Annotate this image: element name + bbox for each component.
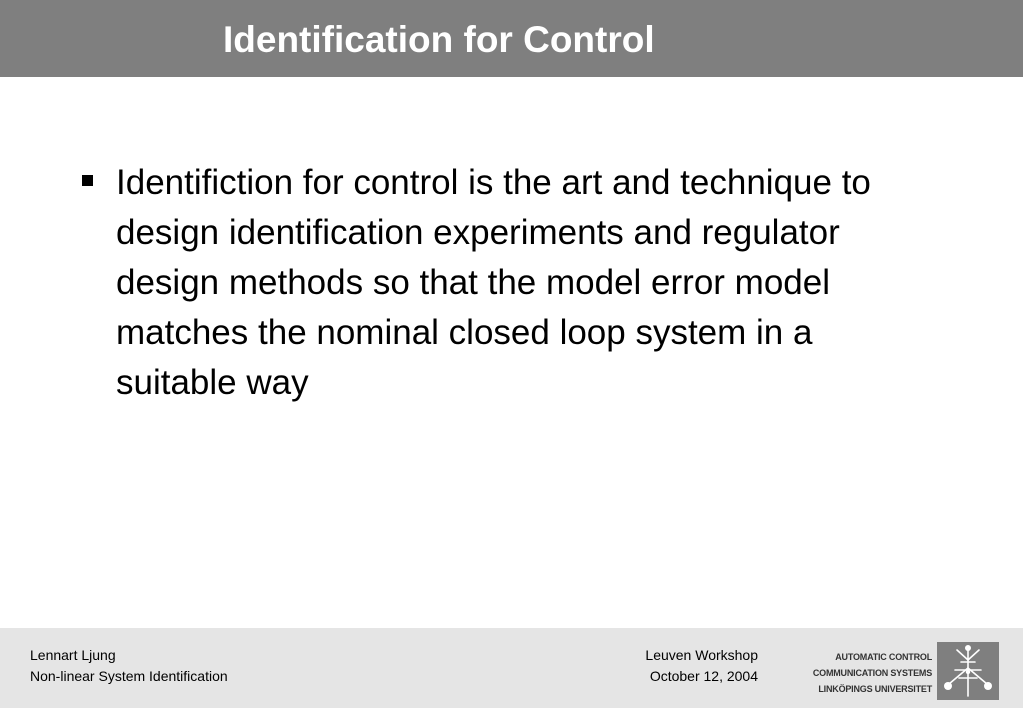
title-bar xyxy=(0,0,1023,77)
footer xyxy=(0,628,1023,708)
emblem-graphic xyxy=(937,642,999,700)
slide-title: Identification for Control xyxy=(223,19,655,60)
bullet-square-icon xyxy=(82,175,93,186)
footer-event: Leuven Workshop xyxy=(645,647,758,663)
org-line-3: LINKÖPINGS UNIVERSITET xyxy=(818,684,932,694)
footer-date: October 12, 2004 xyxy=(649,668,758,684)
footer-left xyxy=(30,645,228,687)
org-line-2: COMMUNICATION SYSTEMS xyxy=(812,668,932,678)
org-line-1: AUTOMATIC CONTROL xyxy=(835,652,932,662)
organization-name xyxy=(800,649,932,697)
footer-course: Non-linear System Identification xyxy=(30,668,228,684)
footer-author: Lennart Ljung xyxy=(30,647,116,663)
university-emblem-icon xyxy=(937,642,999,700)
bullet-text: Identifiction for control is the art and technique to design identification experiments and regulator design methods so that the model error model matches the nominal closed loop system in a suitable way xyxy=(116,163,871,402)
footer-center xyxy=(645,645,758,687)
